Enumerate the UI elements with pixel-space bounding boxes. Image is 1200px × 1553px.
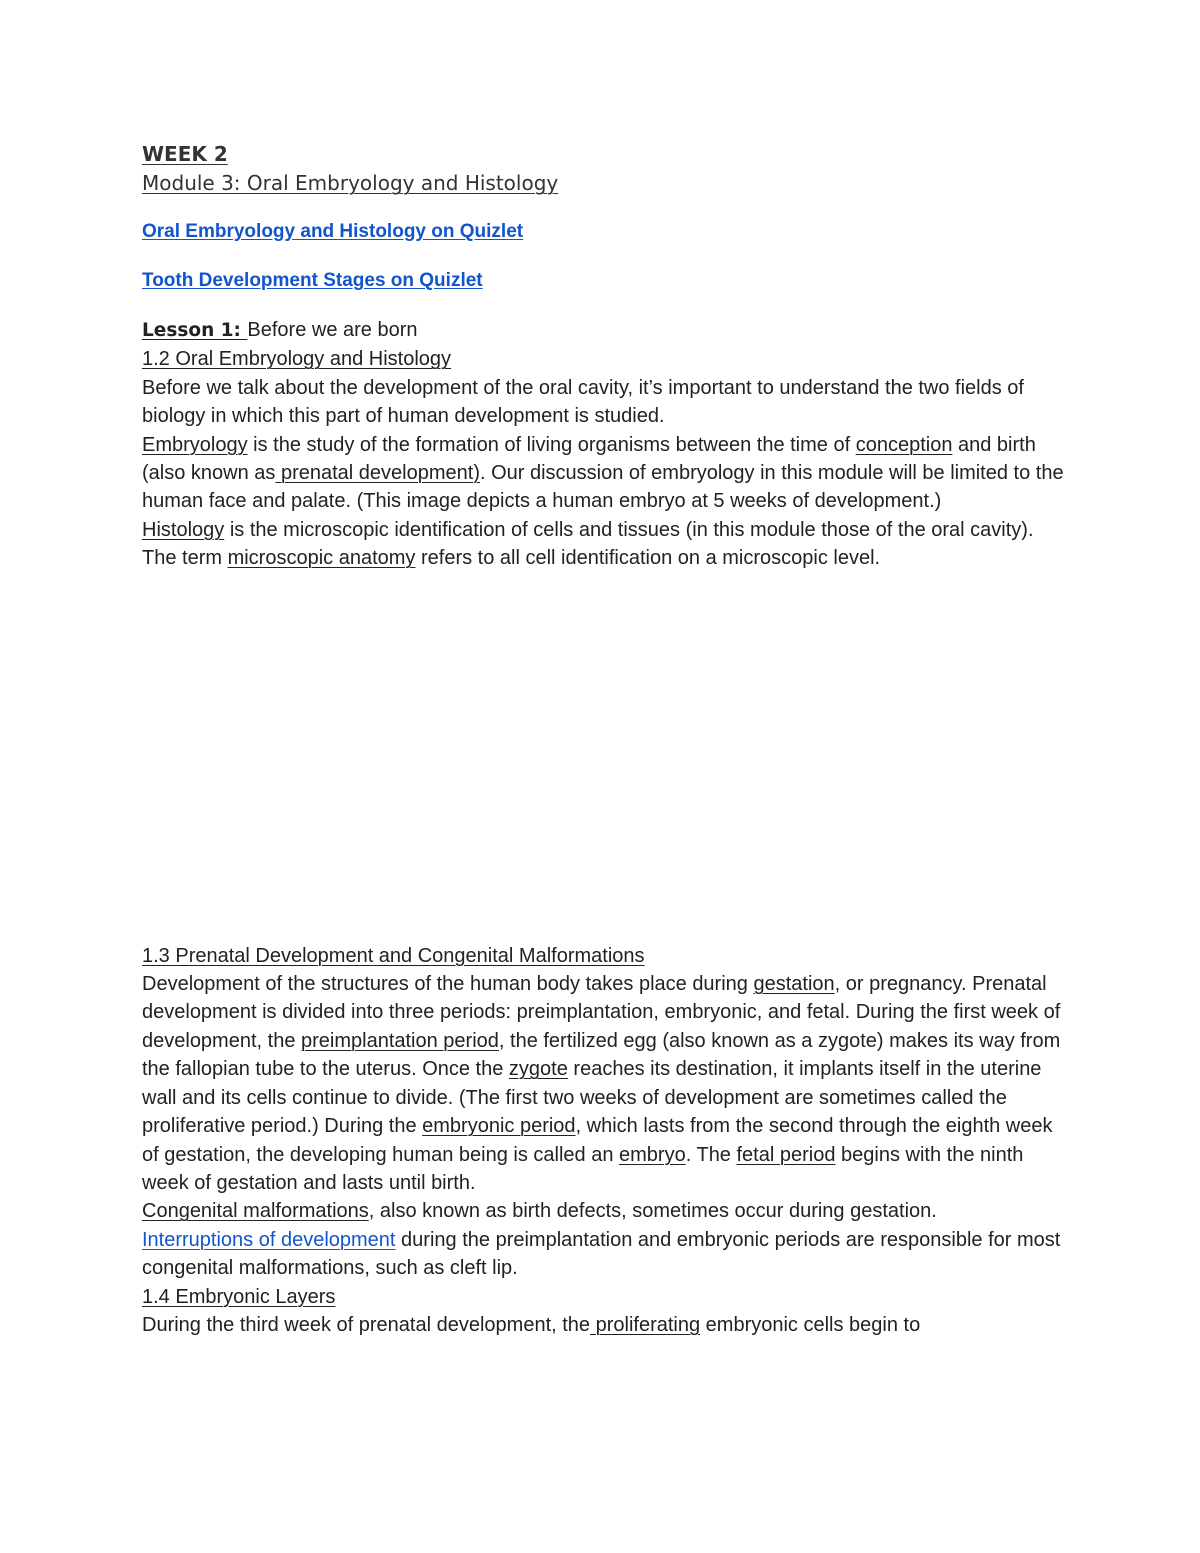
section-1-4-heading: 1.4 Embryonic Layers bbox=[142, 1285, 336, 1308]
paragraph-text: , or pregnancy. Prenatal development is divided into three periods: preimplantation, embryonic, and fetal. During the first week of development, the bbox=[142, 973, 1061, 1052]
paragraph-text: , which lasts from the second through the eighth week of gestation, the developing human being is called an bbox=[142, 1115, 1053, 1166]
interruptions-of-development-link[interactable]: Interruptions of development bbox=[142, 1228, 396, 1251]
section-1-2-heading: 1.2 Oral Embryology and Histology bbox=[142, 348, 452, 371]
paragraph-text: during the preimplantation and embryonic periods are responsible for most congenital malformations, such as cleft lip. bbox=[142, 1228, 1061, 1280]
term-gestation: gestation bbox=[753, 973, 835, 996]
term-embryonic-period: embryonic period bbox=[422, 1115, 576, 1138]
paragraph-text: is the microscopic identification of cells and tissues (in this module those of the oral cavity). The term bbox=[142, 518, 1034, 570]
term-congenital-malformations: Congenital malformations bbox=[142, 1200, 369, 1223]
paragraph-text: Development of the structures of the human body takes place during bbox=[142, 973, 754, 996]
lesson-label: Lesson 1: bbox=[142, 320, 248, 341]
section-1-2-paragraph-3 bbox=[142, 516, 1072, 573]
section-1-2-paragraph-2 bbox=[142, 431, 1072, 516]
document-page bbox=[142, 140, 1072, 1339]
paragraph-text: begins with the ninth week of gestation and lasts until birth. bbox=[142, 1143, 1024, 1194]
lesson-heading bbox=[142, 316, 1072, 345]
section-1-3-paragraph-3 bbox=[142, 1226, 1072, 1283]
section-1-4-paragraph-1 bbox=[142, 1311, 1072, 1339]
term-prenatal-development: prenatal development) bbox=[275, 462, 480, 485]
term-embryology: Embryology bbox=[142, 433, 248, 456]
paragraph-text: During the third week of prenatal development, the bbox=[142, 1313, 591, 1336]
term-histology: Histology bbox=[142, 518, 225, 541]
term-conception: conception bbox=[855, 433, 953, 456]
section-1-2-paragraph-1: Before we talk about the development of the oral cavity, it’s important to understand the two fields of biology in which this part of human development is studied. bbox=[142, 376, 1024, 428]
section-1-3-paragraph-2 bbox=[142, 1197, 1072, 1225]
paragraph-text: refers to all cell identification on a microscopic level. bbox=[415, 547, 881, 570]
quizlet-link-oral-embryology[interactable]: Oral Embryology and Histology on Quizlet bbox=[142, 221, 524, 242]
module-title: Module 3: Oral Embryology and Histology bbox=[142, 171, 559, 195]
paragraph-text: , the fertilized egg (also known as a zygote) makes its way from the fallopian tube to the uterus. Once the bbox=[142, 1029, 1061, 1081]
quizlet-link-tooth-development[interactable]: Tooth Development Stages on Quizlet bbox=[142, 270, 483, 291]
term-zygote: zygote bbox=[508, 1058, 568, 1081]
paragraph-text: embryonic cells begin to bbox=[700, 1313, 921, 1336]
term-embryo: embryo bbox=[619, 1143, 686, 1166]
paragraph-text: reaches its destination, it implants itself in the uterine wall and its cells continue to divide. (The first two weeks of development are sometimes called the proliferative period.) During the bbox=[142, 1058, 1042, 1138]
paragraph-text: . The bbox=[685, 1143, 737, 1166]
term-fetal-period: fetal period bbox=[736, 1143, 836, 1166]
term-microscopic-anatomy: microscopic anatomy bbox=[227, 547, 416, 570]
paragraph-text: , also known as birth defects, sometimes occur during gestation. bbox=[368, 1200, 937, 1223]
lesson-title: Before we are born bbox=[247, 319, 418, 341]
image-placeholder-space bbox=[142, 573, 1072, 942]
term-proliferating: proliferating bbox=[590, 1313, 701, 1336]
week-title: WEEK 2 bbox=[142, 142, 228, 166]
quizlet-link-row-1 bbox=[142, 220, 1072, 245]
quizlet-link-row-2 bbox=[142, 269, 1072, 294]
paragraph-text: is the study of the formation of living organisms between the time of bbox=[247, 433, 856, 456]
paragraph-text: and birth (also known as bbox=[142, 433, 1036, 485]
term-preimplantation-period: preimplantation period bbox=[301, 1029, 499, 1052]
section-1-3-heading: 1.3 Prenatal Development and Congenital Malformations bbox=[142, 944, 645, 967]
section-1-3-paragraph-1 bbox=[142, 970, 1072, 1197]
paragraph-text: . Our discussion of embryology in this module will be limited to the human face and palate. (This image depicts a human embryo at 5 weeks of development.) bbox=[142, 462, 1064, 513]
